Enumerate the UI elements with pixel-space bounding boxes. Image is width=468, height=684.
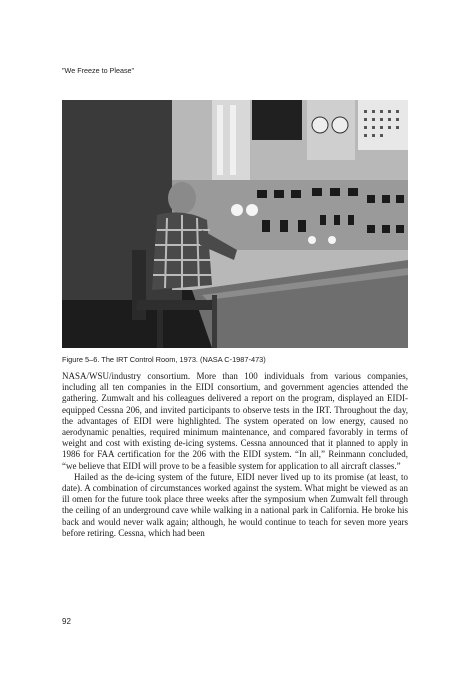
paragraph: NASA/WSU/industry consortium. More than 100 individuals from various companies, including all ten companies in the EIDI consortium, and government agencies attended the gathering. Zumwalt and his colleagues delivered a report on the program, displayed an EIDI-equipped Cessna 206, and invited participants to observe tests in the IRT. Throughout the day, the advantages of EIDI were highlighted. The system operated on low energy, caused no aerodynamic penalties, required minimum maintenance, and compared favorably in terms of weight and cost with existing de-icing systems. Cessna announced that it planned to apply in 1986 for FAA certification for the 206 with the EIDI system. “In all,” Reinmann concluded, “we believe that EIDI will prove to be a feasible system for application to all aircraft classes.”	[62, 371, 408, 471]
page-number: 92	[62, 617, 71, 626]
body-text	[62, 371, 408, 539]
paragraph: Hailed as the de-icing system of the future, EIDI never lived up to its promise (at least, to date). A combination of circumstances worked against the system. What might be viewed as an ill omen for the future took place three weeks after the symposium when Zumwalt fell through the ceiling of an underground cave while walking in a national park in California. He broke his back and would never walk again; although, he would continue to teach for seven more years before retiring. Cessna, which had been	[62, 471, 408, 538]
running-head: "We Freeze to Please"	[62, 66, 135, 75]
control-room-photo-image	[62, 100, 408, 348]
figure-caption: Figure 5–6. The IRT Control Room, 1973. (NASA C-1987-473)	[62, 355, 266, 364]
control-room-photo	[62, 100, 408, 348]
